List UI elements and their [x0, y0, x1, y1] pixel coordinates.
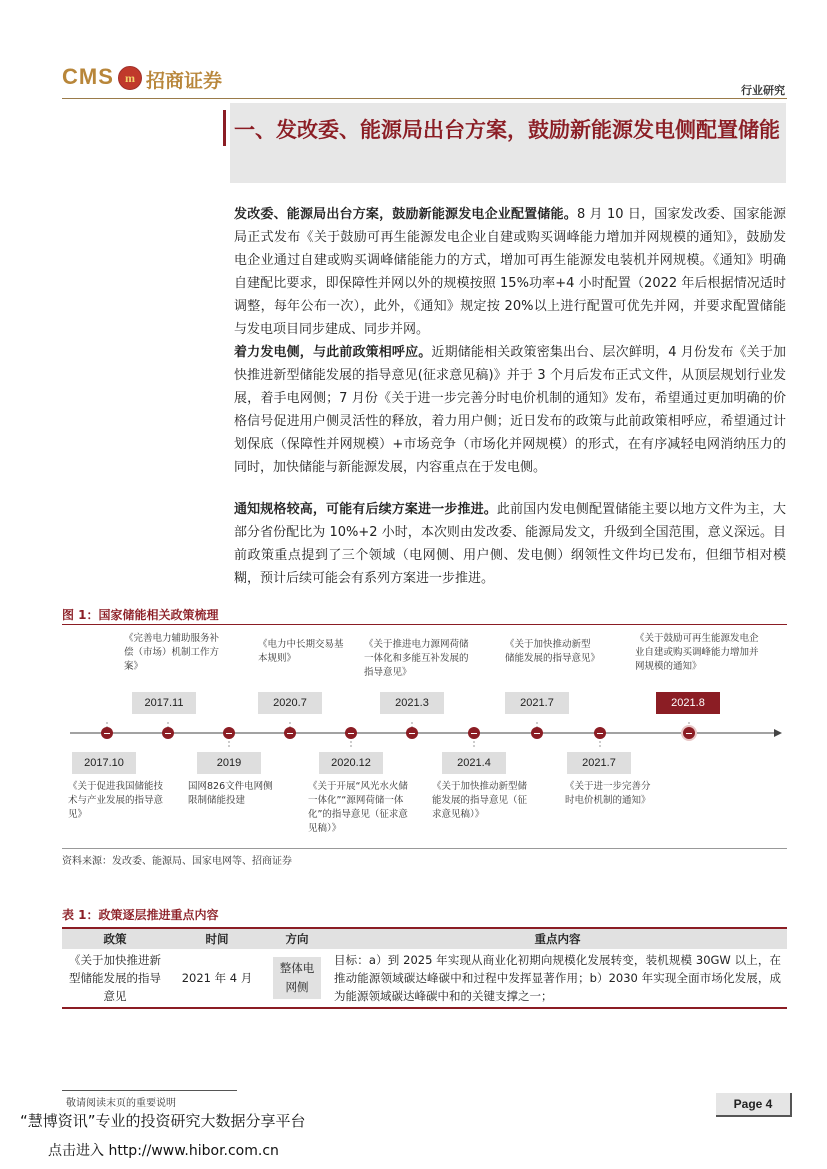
- timeline-top-date: 2021.3: [380, 692, 444, 714]
- paragraph-1: [234, 203, 786, 341]
- timeline-top-date: 2017.11: [132, 692, 196, 714]
- timeline-bottom-text: 《关于进一步完善分时电价机制的通知》: [565, 781, 651, 806]
- brand-logo-icon: [118, 66, 142, 90]
- timeline-bottom-text: 《关于促进我国储能技术与产业发展的指导意见》: [68, 781, 164, 820]
- timeline-dot: [594, 727, 606, 739]
- figure-title: 图 1：国家储能相关政策梳理: [62, 608, 219, 622]
- timeline-bottom-date: 2017.10: [72, 752, 136, 774]
- timeline-dot: [345, 727, 357, 739]
- timeline-bottom-text: 《关于加快推动新型储能发展的指导意见（征求意见稿）》: [432, 781, 528, 820]
- timeline-dot: [284, 727, 296, 739]
- timeline-dot: [468, 727, 480, 739]
- paragraph-1-body: 8 月 10 日，国家发改委、国家能源局正式发布《关于鼓励可再生能源发电企业自建或购买调峰能力增加并网规模的通知》，鼓励发电企业通过自建或购买调峰储能能力的方式，增加可再生能源发电装机并网规模。《通知》明确自建配比要求，即保障性并网以外的规模按照 15%功率+4 小时配置（2022 年后根据情况适时调整，每年公布一次），此外，《通知》规定按 20%以上进行配置可优先并网，并要求配置储能与发电项目同步建成、同步并网。: [234, 207, 786, 337]
- paragraph-3: [234, 498, 786, 590]
- timeline-top-text: 《关于推进电力源网荷储一体化和多能互补发展的指导意见》: [364, 639, 469, 678]
- table-header-row: [62, 928, 787, 949]
- section-tag: 行业研究: [741, 84, 785, 97]
- timeline-top-date: 2021.7: [505, 692, 569, 714]
- brand-logo-text: CMS: [62, 64, 114, 89]
- table-cell-content: 目标：a）到 2025 年实现从商业化初期向规模化发展转变，装机规模 30GW 以上，在推动能源领域碳达峰碳中和过程中发挥显著作用；b）2030 年实现全面市场化发展，成为能源领域碳达峰碳中和的关键支撑之一；: [334, 953, 781, 1003]
- timeline-top-date-current: 2021.8: [656, 692, 720, 714]
- timeline-bottom-date: 2019: [197, 752, 261, 774]
- timeline-dot-current: [681, 725, 697, 741]
- brand-logo-symbol: m: [125, 71, 135, 85]
- timeline-bottom-date: 2020.12: [319, 752, 383, 774]
- footer-note: 敬请阅读末页的重要说明: [66, 1098, 176, 1109]
- timeline-top-date: 2020.7: [258, 692, 322, 714]
- table-row: [62, 949, 787, 1008]
- table-cell-direction: 整体电网侧: [273, 957, 321, 999]
- figure-bottom-rule: [62, 848, 787, 849]
- table-header-cell: 方向: [266, 928, 328, 949]
- title-accent-bar: [223, 110, 226, 146]
- table-header-cell: 重点内容: [328, 928, 787, 949]
- timeline: [62, 630, 787, 845]
- timeline-bottom-date: 2021.4: [442, 752, 506, 774]
- watermark-link[interactable]: 点击进入 http://www.hibor.com.cn: [48, 1143, 279, 1159]
- timeline-bottom-date: 2021.7: [567, 752, 631, 774]
- timeline-dot: [531, 727, 543, 739]
- figure-source: 资料来源：发改委、能源局、国家电网等、招商证券: [62, 856, 292, 867]
- paragraph-1-lead: 发改委、能源局出台方案，鼓励新能源发电企业配置储能。: [234, 207, 577, 222]
- figure-title-rule: [62, 624, 787, 625]
- table-cell-policy: 《关于加快推进新型储能发展的指导意见: [69, 953, 161, 1003]
- timeline-top-text: 《关于加快推动新型储能发展的指导意见》: [505, 639, 601, 664]
- watermark-line-1: “慧博资讯”专业的投资研究大数据分享平台: [20, 1112, 306, 1130]
- table-header-cell: 时间: [168, 928, 266, 949]
- brand-name: 招商证券: [146, 70, 223, 92]
- section-title: 一、发改委、能源局出台方案，鼓励新能源发电侧配置储能: [234, 118, 780, 142]
- paragraph-2: [234, 341, 786, 479]
- timeline-top-text: 《关于鼓励可再生能源发电企业自建或购买调峰能力增加并网规模的通知》: [635, 633, 759, 672]
- paragraph-3-body: 此前国内发电侧配置储能主要以地方文件为主，大部分省份配比为 10%+2 小时，本次则由发改委、能源局发文，升级到全国范围，意义深远。目前政策重点提到了三个领域（电网侧、用户侧、发电侧）纲领性文件均已发布，但细节相对模糊，预计后续可能会有系列方案进一步推进。: [234, 502, 786, 586]
- footer-divider: [62, 1090, 237, 1091]
- paragraph-2-body: 近期储能相关政策密集出台、层次鲜明，4 月份发布《关于加快推进新型储能发展的指导意见(征求意见稿)》并于 3 个月后发布正式文件，从顶层规划行业发展，着手电网侧；7 月份《关于进一步完善分时电价机制的通知》发布，希望通过更加明确的价格信号促进用户侧灵活性的释放，着力用户侧；近日发布的政策与此前政策相呼应，希望通过计划保底（保障性并网规模）+市场竞争（市场化并网规模）的形式，在有序减轻电网消纳压力的同时，加快储能与新能源发展，内容重点在于发电侧。: [234, 345, 786, 475]
- timeline-bottom-text: 国网826文件电网侧限制储能投建: [188, 781, 273, 806]
- header-divider: [62, 98, 787, 99]
- table-header-cell: 政策: [62, 928, 168, 949]
- timeline-dot: [223, 727, 235, 739]
- timeline-top-text: 《电力中长期交易基本规则》: [258, 639, 344, 664]
- timeline-top-text: 《完善电力辅助服务补偿（市场）机制工作方案》: [124, 633, 220, 672]
- paragraph-3-lead: 通知规格较高，可能有后续方案进一步推进。: [234, 502, 497, 517]
- timeline-dot: [101, 727, 113, 739]
- paragraph-2-lead: 着力发电侧，与此前政策相呼应。: [234, 345, 432, 360]
- table-cell-time: 2021 年 4 月: [181, 971, 253, 985]
- policy-table: [62, 927, 787, 1009]
- timeline-bottom-text: 《关于开展“风光水火储一体化”“源网荷储一体化”的指导意见（征求意见稿）》: [308, 781, 408, 834]
- timeline-dot: [162, 727, 174, 739]
- table-title: 表 1：政策逐层推进重点内容: [62, 908, 219, 922]
- page-number: Page 4: [716, 1093, 792, 1117]
- timeline-dot: [406, 727, 418, 739]
